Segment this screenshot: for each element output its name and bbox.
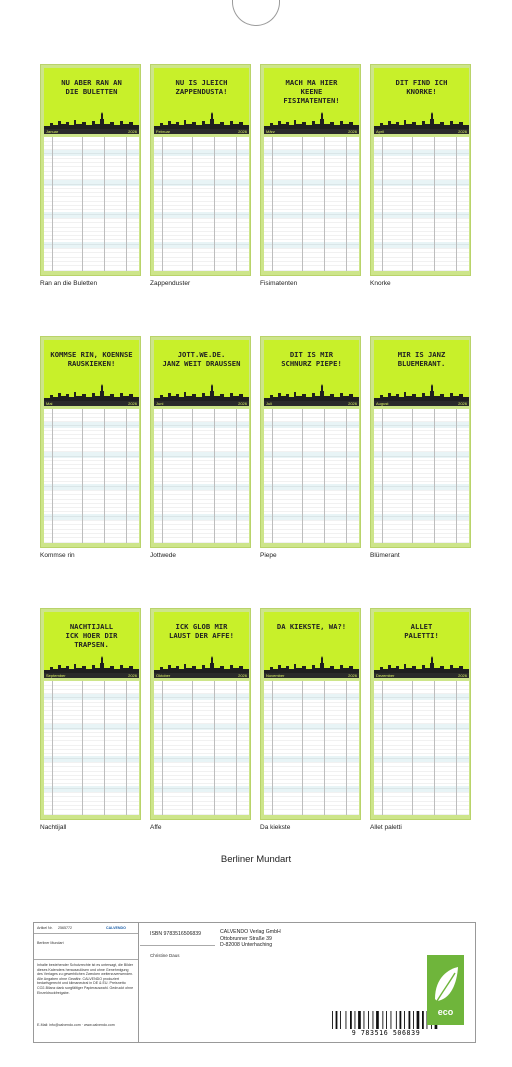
month-name: März <box>266 129 275 134</box>
month-header-image <box>374 612 469 676</box>
month-name: April <box>376 129 385 134</box>
month-card <box>150 64 251 276</box>
planner-rows <box>374 409 469 543</box>
month-name: September <box>46 673 66 678</box>
author: Christine Daus <box>150 953 180 958</box>
publisher-line: D-82008 Unterhaching <box>220 942 273 948</box>
column-divider <box>214 681 215 815</box>
column-divider <box>52 681 53 815</box>
month-quote: DA KIEKSTE, WA?! <box>276 622 347 631</box>
publisher-address <box>220 929 281 949</box>
month-year: 2026 <box>238 401 247 406</box>
hanging-hook <box>232 0 280 26</box>
package-info-panel <box>33 922 476 1043</box>
column-divider <box>324 409 325 543</box>
column-divider <box>412 137 413 271</box>
column-divider <box>192 681 193 815</box>
month-page-4 <box>370 64 471 287</box>
month-bar <box>264 673 359 678</box>
column-divider <box>236 137 237 271</box>
month-name: Juli <box>266 401 273 406</box>
month-planner-table <box>374 681 469 815</box>
planner-rows <box>154 137 249 271</box>
month-planner-table <box>44 409 139 543</box>
month-caption: Knorke <box>370 280 391 287</box>
isbn: ISBN 9783516506839 <box>150 931 202 937</box>
month-year: 2026 <box>348 673 357 678</box>
month-year: 2026 <box>348 129 357 134</box>
month-quote: NU ABER RAN AN DIE BULETTEN <box>61 78 122 96</box>
month-quote: NACHTIJALL ICK HOER DIR TRAPSEN. <box>65 622 118 649</box>
planner-rows <box>154 681 249 815</box>
planner-rows <box>44 681 139 815</box>
month-header-image <box>44 68 139 132</box>
article-label: Artikel Nr. <box>37 926 53 930</box>
month-bar <box>44 129 139 134</box>
month-quote: KOMMSE RIN, KOENNSE RAUSKIEKEN! <box>50 350 133 368</box>
column-divider <box>302 681 303 815</box>
planner-rows <box>44 409 139 543</box>
column-divider <box>236 409 237 543</box>
month-planner-table <box>374 137 469 271</box>
month-quote: NU IS JLEICH ZAPPENDUSTA! <box>175 78 228 96</box>
month-year: 2026 <box>128 129 137 134</box>
month-bar <box>374 129 469 134</box>
month-quote: MACH MA HIER KEENE FISIMATENTEN! <box>283 78 340 105</box>
package-title-row <box>34 933 138 960</box>
column-divider <box>302 409 303 543</box>
month-bar <box>374 673 469 678</box>
column-divider <box>82 409 83 543</box>
month-caption: Da kiekste <box>260 824 291 831</box>
column-divider <box>126 681 127 815</box>
month-bar <box>264 129 359 134</box>
month-caption: Piepe <box>260 552 277 559</box>
column-divider <box>346 681 347 815</box>
publisher-line: Ottobrunner Straße 39 <box>220 935 272 942</box>
planner-rows <box>154 409 249 543</box>
month-card <box>150 608 251 820</box>
month-year: 2026 <box>458 673 467 678</box>
month-header-image <box>154 612 249 676</box>
month-year: 2026 <box>458 401 467 406</box>
month-header-image <box>264 68 359 132</box>
month-quote: JOTT.WE.DE. JANZ WEIT DRAUSSEN <box>162 350 241 368</box>
column-divider <box>104 409 105 543</box>
legal-text: Inhalte bestehender Schutzrechte ist es untersagt, die Bilder dieses Kalenders herauszulösen und ohne Genehmigung des Verlages zu gewerblichen Zwecken weiterzuverwenden. Alle Angaben ohne Gewähr. CALVENDO produziert bedarfsgerecht und klimaneutral in DE & EU. Preisnetto CO2-Bilanz dank sorgfältiger Papierauswahl. Gedruckt ohne Einzeldruckfreigabe. <box>37 963 134 995</box>
eco-badge <box>427 955 464 1025</box>
month-card <box>40 608 141 820</box>
month-quote: DIT IS MIR SCHNURZ PIEPE! <box>281 350 342 368</box>
month-header-image <box>264 340 359 404</box>
month-planner-table <box>44 681 139 815</box>
column-divider <box>82 137 83 271</box>
package-product-title: Berliner Mundart <box>37 941 64 945</box>
month-year: 2026 <box>128 401 137 406</box>
column-divider <box>192 137 193 271</box>
column-divider <box>162 409 163 543</box>
column-divider <box>162 681 163 815</box>
month-page-2 <box>150 64 251 287</box>
month-name: Mai <box>46 401 53 406</box>
planner-rows <box>374 137 469 271</box>
column-divider <box>104 137 105 271</box>
month-bar <box>154 401 249 406</box>
month-planner-table <box>374 409 469 543</box>
calvendo-logo: CALVENDO <box>106 926 126 930</box>
month-header-image <box>374 68 469 132</box>
month-name: November <box>266 673 285 678</box>
column-divider <box>346 409 347 543</box>
column-divider <box>324 681 325 815</box>
month-header-image <box>154 68 249 132</box>
month-name: Februar <box>156 129 171 134</box>
month-quote: MIR IS JANZ BLUEMERANT. <box>397 350 446 368</box>
column-divider <box>52 137 53 271</box>
month-caption: Nachtijall <box>40 824 67 831</box>
month-page-7 <box>260 336 361 559</box>
month-header-image <box>374 340 469 404</box>
month-name: Oktober <box>156 673 171 678</box>
column-divider <box>382 681 383 815</box>
month-header-image <box>44 340 139 404</box>
month-planner-table <box>154 409 249 543</box>
month-card <box>370 608 471 820</box>
month-caption: Blümerant <box>370 552 400 559</box>
article-number: 2565772 <box>58 926 72 930</box>
month-page-12 <box>370 608 471 831</box>
month-page-9 <box>40 608 141 831</box>
column-divider <box>434 681 435 815</box>
column-divider <box>434 409 435 543</box>
month-planner-table <box>264 409 359 543</box>
column-divider <box>302 137 303 271</box>
column-divider <box>214 137 215 271</box>
column-divider <box>412 681 413 815</box>
planner-rows <box>264 137 359 271</box>
publisher-line: CALVENDO Verlag GmbH <box>220 929 281 935</box>
month-caption: Jottwede <box>150 552 177 559</box>
month-year: 2026 <box>348 401 357 406</box>
month-name: Januar <box>46 129 59 134</box>
column-divider <box>456 409 457 543</box>
planner-rows <box>264 681 359 815</box>
month-quote: DIT FIND ICH KNORKE! <box>395 78 448 96</box>
eco-label: eco <box>437 1007 454 1017</box>
column-divider <box>272 681 273 815</box>
month-name: August <box>376 401 389 406</box>
month-bar <box>154 673 249 678</box>
month-card <box>260 336 361 548</box>
month-bar <box>374 401 469 406</box>
isbn-divider <box>140 945 215 946</box>
column-divider <box>434 137 435 271</box>
column-divider <box>272 137 273 271</box>
month-bar <box>44 673 139 678</box>
planner-rows <box>264 409 359 543</box>
month-card <box>370 336 471 548</box>
month-year: 2026 <box>238 673 247 678</box>
column-divider <box>456 681 457 815</box>
column-divider <box>52 409 53 543</box>
month-card <box>260 64 361 276</box>
month-page-8 <box>370 336 471 559</box>
month-card <box>40 64 141 276</box>
month-planner-table <box>264 137 359 271</box>
month-page-10 <box>150 608 251 831</box>
month-bar <box>264 401 359 406</box>
column-divider <box>104 681 105 815</box>
month-caption: Zappenduster <box>150 280 191 287</box>
month-planner-table <box>44 137 139 271</box>
month-caption: Ran an die Buletten <box>40 280 98 287</box>
barcode-digits: 9 783516 506839 <box>351 1029 421 1037</box>
contact-line: E-Mail: info@calvendo.com · www.calvendo.com <box>37 1023 115 1027</box>
column-divider <box>126 137 127 271</box>
column-divider <box>456 137 457 271</box>
month-planner-table <box>264 681 359 815</box>
month-header-image <box>264 612 359 676</box>
column-divider <box>382 137 383 271</box>
column-divider <box>236 681 237 815</box>
column-divider <box>162 137 163 271</box>
month-quote: ICK GLOB MIR LAUST DER AFFE! <box>169 622 234 640</box>
month-card <box>150 336 251 548</box>
planner-rows <box>44 137 139 271</box>
month-year: 2026 <box>458 129 467 134</box>
column-divider <box>382 409 383 543</box>
month-year: 2026 <box>128 673 137 678</box>
month-page-3 <box>260 64 361 287</box>
month-name: Juni <box>156 401 164 406</box>
month-header-image <box>154 340 249 404</box>
month-bar <box>44 401 139 406</box>
column-divider <box>214 409 215 543</box>
month-header-image <box>44 612 139 676</box>
column-divider <box>324 137 325 271</box>
calendar-title: Berliner Mundart <box>220 854 292 865</box>
month-card <box>260 608 361 820</box>
month-page-5 <box>40 336 141 559</box>
month-caption: Affe <box>150 824 162 831</box>
month-year: 2026 <box>238 129 247 134</box>
month-caption: Kommse rin <box>40 552 75 559</box>
month-page-11 <box>260 608 361 831</box>
month-name: Dezember <box>376 673 395 678</box>
column-divider <box>126 409 127 543</box>
column-divider <box>82 681 83 815</box>
month-quote: ALLET PALETTI! <box>404 622 439 640</box>
month-planner-table <box>154 137 249 271</box>
month-page-1 <box>40 64 141 287</box>
month-caption: Fisimatenten <box>260 280 298 287</box>
month-caption: Allet paletti <box>370 824 402 831</box>
month-planner-table <box>154 681 249 815</box>
month-card <box>40 336 141 548</box>
column-divider <box>412 409 413 543</box>
month-bar <box>154 129 249 134</box>
column-divider <box>192 409 193 543</box>
package-left-column <box>34 923 139 1042</box>
planner-rows <box>374 681 469 815</box>
month-card <box>370 64 471 276</box>
column-divider <box>346 137 347 271</box>
column-divider <box>272 409 273 543</box>
month-page-6 <box>150 336 251 559</box>
